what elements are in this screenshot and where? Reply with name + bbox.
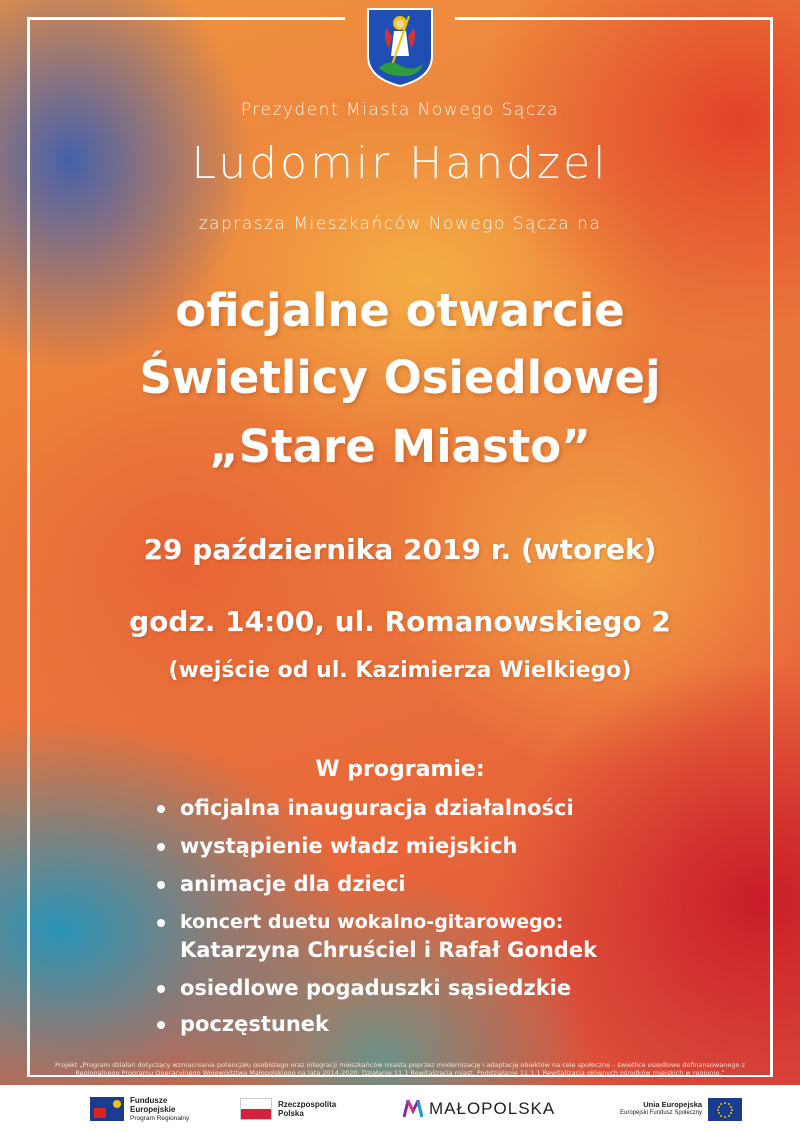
- program-item-continuation: [157, 937, 717, 963]
- program-item-text: animacje dla dzieci: [180, 872, 406, 896]
- program-item: [157, 795, 717, 821]
- bullet-icon: [157, 881, 165, 889]
- bullet-icon: [157, 1021, 165, 1029]
- malopolska-logo: [403, 1095, 555, 1123]
- president-name: Ludomir Handzel: [191, 138, 609, 189]
- president-title: Prezydent Miasta Nowego Sącza: [240, 100, 560, 120]
- program-item-text: osiedlowe pogaduszki sąsiedzkie: [180, 976, 572, 1000]
- program-heading: W programie:: [315, 757, 485, 782]
- bullet-icon: [157, 805, 165, 813]
- event-title-line-1: oficjalne otwarcie: [175, 284, 625, 337]
- event-entrance: (wejście od ul. Kazimierza Wielkiego): [168, 658, 632, 683]
- bullet-icon: [157, 919, 165, 927]
- funding-footnote: Projekt „Program działań dotyczący wzmacniania potencjału osobistego oraz integracji mieszkańców miasta poprzez modernizację i adaptację obiektów na cele społeczne – świetlice osiedlowe dofinansowanego z Regionalnego Programu Operacyjnego Województwa Małopolskiego na lata 2014-2020. Działanie 11.1 Rewitalizacja miast, Poddziałanie 11.1.1 Rewitalizacja głównych ośrodków miejskich w regionie.”: [55, 1061, 745, 1077]
- logo-bar: [0, 1085, 800, 1132]
- program-item: [157, 909, 717, 935]
- eu-funds-line-2: Europejskie: [130, 1104, 176, 1114]
- eu-logo: [620, 1095, 742, 1123]
- poland-line-1: Rzeczpospolita: [278, 1100, 337, 1109]
- bullet-icon: [157, 843, 165, 851]
- eu-sub: Europejski Fundusz Społeczny: [620, 1110, 703, 1116]
- poland-line-2: Polska: [278, 1109, 304, 1118]
- eu-funds-icon: [90, 1097, 124, 1121]
- program-item: [157, 833, 717, 859]
- program-item: [157, 1011, 717, 1037]
- eu-funds-sub: Program Regionalny: [130, 1114, 190, 1122]
- eu-funds-logo: [90, 1095, 189, 1123]
- event-time-place: godz. 14:00, ul. Romanowskiego 2: [129, 605, 671, 638]
- frame-top-left: [27, 17, 345, 20]
- program-item-text: Katarzyna Chruściel i Rafał Gondek: [180, 938, 598, 962]
- invitation-line: zaprasza Mieszkańców Nowego Sącza na: [198, 214, 602, 234]
- poland-logo: [240, 1095, 336, 1123]
- program-item: [157, 871, 717, 897]
- eu-line-1: Unia Europejska: [643, 1100, 703, 1109]
- program-list: [157, 795, 717, 1049]
- program-item-text: poczęstunek: [180, 1012, 330, 1036]
- program-item-text: oficjalna inauguracja działalności: [180, 796, 574, 820]
- program-item: [157, 975, 717, 1001]
- bullet-icon: [157, 985, 165, 993]
- event-title-line-2: Świetlicy Osiedlowej: [139, 351, 661, 404]
- malopolska-m-icon: [403, 1100, 423, 1118]
- program-item-text: wystąpienie władz miejskich: [180, 834, 518, 858]
- eu-flag-icon: [708, 1098, 742, 1121]
- event-title-line-3: „Stare Miasto”: [209, 420, 591, 473]
- poland-flag-icon: [240, 1098, 272, 1120]
- program-item-text: koncert duetu wokalno-gitarowego:: [180, 911, 564, 933]
- frame-top-right: [455, 17, 773, 20]
- malopolska-text: MAŁOPOLSKA: [429, 1099, 556, 1118]
- event-date: 29 października 2019 r. (wtorek): [143, 533, 657, 566]
- city-crest-icon: [365, 6, 435, 88]
- eu-funds-line-1: Fundusze: [130, 1095, 168, 1105]
